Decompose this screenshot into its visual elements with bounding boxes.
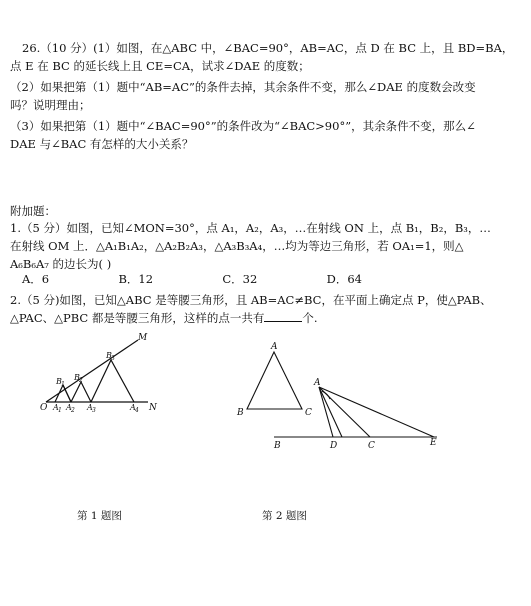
answer-blank xyxy=(264,310,302,322)
label-a3: A xyxy=(87,403,93,412)
figure-2 xyxy=(234,335,449,450)
q2-text-before: △PAC、△PBC 都是等腰三角形，这样的点一共有 xyxy=(10,311,265,325)
q26-line-3: （2）如果把第（1）题中“AB=AC”的条件去掉，其余条件不变，那么∠DAE 的度数会改变 xyxy=(10,80,476,94)
label-a1-sub: 1 xyxy=(58,407,62,414)
label-b3: B xyxy=(106,351,112,360)
label-b-left: B xyxy=(237,408,244,418)
q26-line-5: （3）如果把第（1）题中“∠BAC=90°”的条件改为“∠BAC>90°”，其余条件不变，那么∠ xyxy=(10,119,476,133)
q26-line-1: 26.（10 分）(1）如图，在△ABC 中，∠BAC=90°，AB=AC，点 D 在 BC 上，且 BD=BA， xyxy=(22,41,514,55)
label-a4-sub: 4 xyxy=(135,407,139,414)
figure-1-caption: 第 1 题图 xyxy=(77,510,122,522)
triangle-a2b2a3 xyxy=(71,382,91,402)
label-a-right: A xyxy=(314,378,321,388)
label-c-left: C xyxy=(305,408,312,418)
option-c: C．32 xyxy=(222,272,258,286)
label-a2-sub: 2 xyxy=(71,407,75,414)
extra-q1-line-2: 在射线 OM 上．△A₁B₁A₂，△A₂B₂A₃，△A₃B₃A₄，…均为等边三角形，若 OA₁=1，则△ xyxy=(10,239,464,253)
label-m: M xyxy=(138,333,148,343)
triangle-a3b3a4 xyxy=(91,360,134,402)
q2-text-after: 个. xyxy=(302,311,318,325)
label-c-bottom: C xyxy=(368,441,375,450)
label-d: D xyxy=(330,441,338,450)
triangle-abc xyxy=(247,352,302,409)
segment-ae xyxy=(319,387,434,437)
label-e: E xyxy=(430,438,437,448)
label-b2: B xyxy=(74,373,80,382)
label-b3-sub: 3 xyxy=(111,355,115,362)
extra-q2-line-2 xyxy=(10,310,318,326)
q26-line-4: 吗？说明理由； xyxy=(10,98,91,112)
figure-1 xyxy=(36,330,166,420)
figure-2-caption: 第 2 题图 xyxy=(262,510,307,522)
label-b1-sub: 1 xyxy=(61,381,65,388)
label-a1: A xyxy=(53,403,59,412)
q26-line-2: 点 E 在 BC 的延长线上且 CE=CA，试求∠DAE 的度数； xyxy=(10,59,310,73)
label-o: O xyxy=(40,403,48,413)
option-d: D．64 xyxy=(326,272,362,286)
q26-line-6: DAE 与∠BAC 有怎样的大小关系？ xyxy=(10,137,194,151)
label-a4: A xyxy=(130,403,136,412)
extra-q1-line-3: A₆B₆A₇ 的边长为( ) xyxy=(10,257,112,271)
label-b1: B xyxy=(56,377,62,386)
option-a: A．6 xyxy=(22,272,50,286)
label-b-bottom: B xyxy=(274,441,281,450)
label-a2: A xyxy=(66,403,72,412)
label-b2-sub: 2 xyxy=(79,377,83,384)
extra-q1-options xyxy=(22,271,362,287)
label-a3-sub: 3 xyxy=(92,407,96,414)
option-b: B．12 xyxy=(118,272,154,286)
label-a-top: A xyxy=(271,342,278,352)
extra-q1-line-1: 1.（5 分）如图，已知∠MON=30°，点 A₁，A₂，A₃，…在射线 ON 上，点 B₁，B₂，B₃，… xyxy=(10,221,491,235)
label-n: N xyxy=(149,403,157,413)
extra-q2-line-1: 2.（5 分)如图，已知△ABC 是等腰三角形，且 AB=AC≠BC，在平面上确定点 P，使△PAB、 xyxy=(10,293,492,307)
extra-heading: 附加题： xyxy=(10,204,56,218)
